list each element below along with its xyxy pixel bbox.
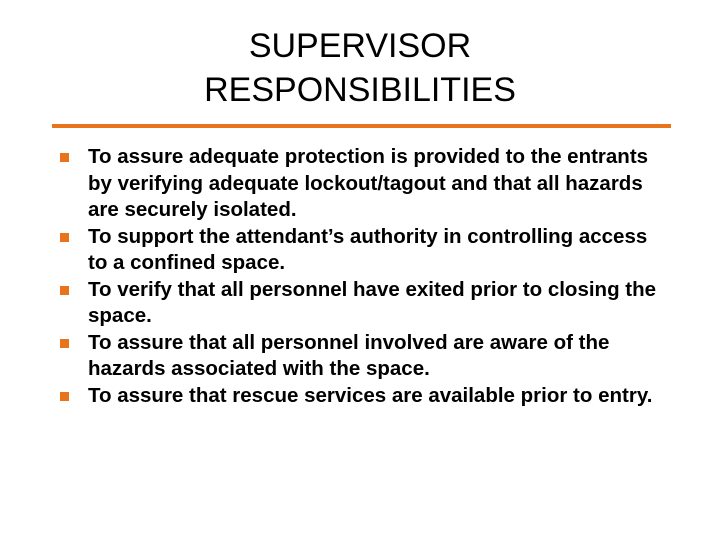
slide-title [120, 24, 600, 112]
bullet-text: To assure that all personnel involved are aware of the hazards associated with the space. [88, 330, 610, 380]
bullet-text: To support the attendant’s authority in controlling access to a confined space. [88, 224, 648, 274]
title-line-2: RESPONSIBILITIES [204, 71, 516, 109]
bullet-item [60, 383, 670, 410]
square-bullet-icon [60, 233, 69, 242]
bullet-item [60, 144, 670, 224]
bullet-item [60, 224, 670, 277]
bullet-text: To assure adequate protection is provided to the entrants by verifying adequate lockout/tagout and that all hazards are securely isolated. [88, 145, 649, 221]
title-divider [52, 124, 671, 128]
square-bullet-icon [60, 153, 69, 162]
bullet-list [60, 144, 670, 409]
title-line-1: SUPERVISOR [248, 27, 472, 65]
bullet-text: To assure that rescue services are available prior to entry. [88, 383, 653, 407]
square-bullet-icon [60, 392, 69, 401]
bullet-item [60, 330, 670, 383]
square-bullet-icon [60, 286, 69, 295]
square-bullet-icon [60, 339, 69, 348]
bullet-item [60, 277, 670, 330]
bullet-text: To verify that all personnel have exited prior to closing the space. [88, 277, 657, 327]
